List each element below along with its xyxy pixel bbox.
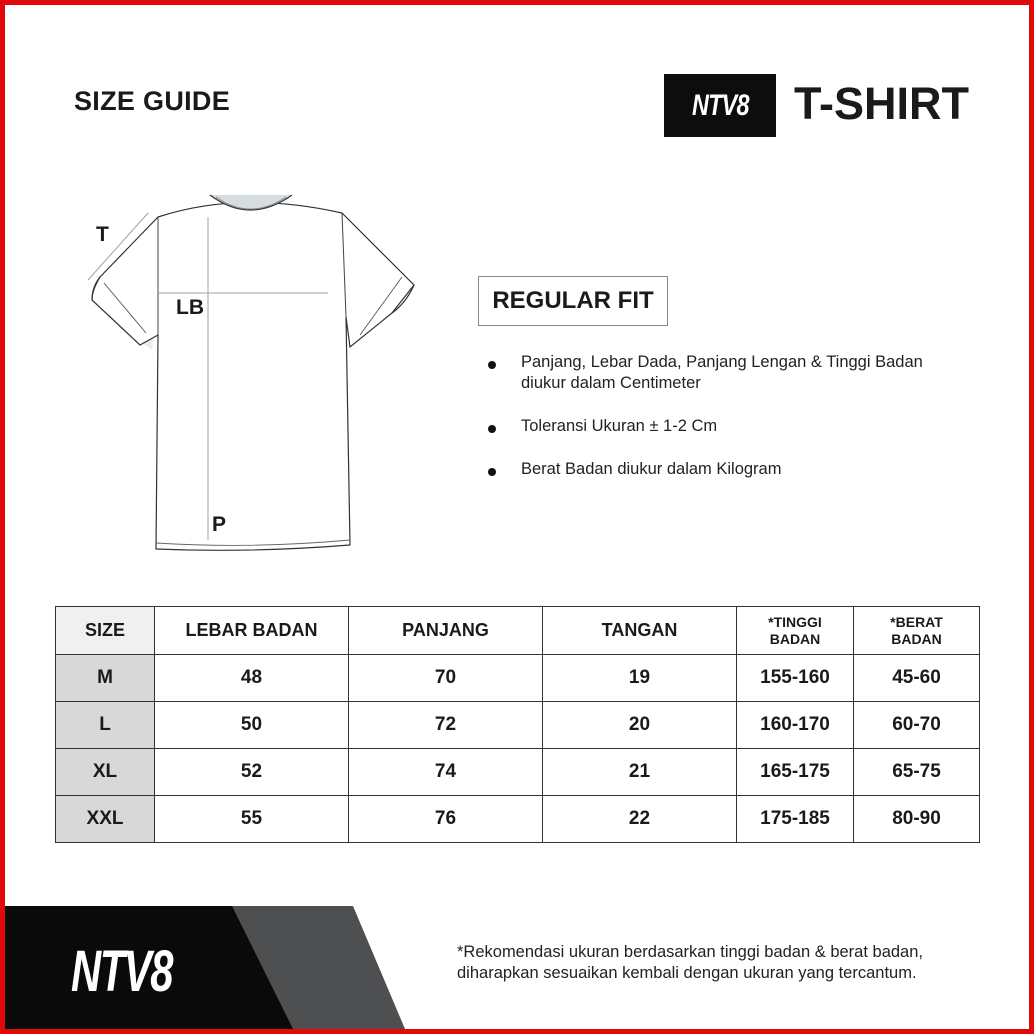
cell-berat: 60-70 — [854, 702, 980, 749]
header-panjang: PANJANG — [349, 607, 543, 655]
cell-tinggi: 160-170 — [737, 702, 854, 749]
cell-panjang: 76 — [349, 796, 543, 843]
tangan-label: T — [96, 223, 109, 246]
cell-panjang: 70 — [349, 655, 543, 702]
cell-berat: 65-75 — [854, 749, 980, 796]
cell-lebar: 55 — [155, 796, 349, 843]
lebar-badan-label: LB — [176, 296, 204, 319]
cell-tangan: 20 — [543, 702, 737, 749]
cell-tinggi: 165-175 — [737, 749, 854, 796]
cell-lebar: 50 — [155, 702, 349, 749]
bullet-icon — [488, 425, 496, 433]
header-size: SIZE — [56, 607, 155, 655]
note-text — [521, 352, 923, 394]
cell-size: M — [56, 655, 155, 702]
header-lebar-badan: LEBAR BADAN — [155, 607, 349, 655]
note-line: Panjang, Lebar Dada, Panjang Lengan & Tinggi Badan — [521, 353, 923, 371]
cell-berat: 45-60 — [854, 655, 980, 702]
note-item — [488, 459, 968, 480]
panjang-label: P — [212, 513, 227, 536]
header-line: *BERAT — [890, 613, 943, 630]
header-tinggi-badan — [737, 607, 854, 655]
footer-note-line: diharapkan sesuaikan kembali dengan ukuran yang tercantum. — [457, 964, 917, 982]
header-line: *TINGGI — [768, 613, 822, 630]
cell-tangan: 21 — [543, 749, 737, 796]
table-row — [56, 702, 980, 749]
note-line: diukur dalam Centimeter — [521, 374, 701, 392]
note-text: Berat Badan diukur dalam Kilogram — [521, 460, 782, 478]
table-row — [56, 749, 980, 796]
tshirt-diagram — [80, 185, 425, 560]
header-line: BADAN — [769, 630, 821, 647]
fit-type-label: REGULAR FIT — [478, 276, 668, 326]
footer-recommendation-note — [457, 942, 1017, 984]
header-line: BADAN — [891, 630, 942, 647]
cell-panjang: 74 — [349, 749, 543, 796]
footer-banner — [5, 906, 1029, 1029]
note-item — [488, 352, 968, 394]
bullet-icon — [488, 361, 496, 369]
header-tangan: TANGAN — [543, 607, 737, 655]
cell-tangan: 19 — [543, 655, 737, 702]
cell-tinggi: 155-160 — [737, 655, 854, 702]
cell-size: XXL — [56, 796, 155, 843]
cell-tangan: 22 — [543, 796, 737, 843]
footer-brand-logo: NTV8 — [71, 939, 172, 1004]
cell-berat: 80-90 — [854, 796, 980, 843]
header-berat-badan — [854, 607, 980, 655]
cell-panjang: 72 — [349, 702, 543, 749]
table-row — [56, 655, 980, 702]
page-title: SIZE GUIDE — [74, 86, 231, 116]
product-title: T-SHIRT — [794, 78, 969, 129]
cell-size: L — [56, 702, 155, 749]
cell-lebar: 48 — [155, 655, 349, 702]
bullet-icon — [488, 468, 496, 476]
cell-lebar: 52 — [155, 749, 349, 796]
footer-note-line: *Rekomendasi ukuran berdasarkan tinggi badan & berat badan, — [457, 943, 923, 961]
cell-tinggi: 175-185 — [737, 796, 854, 843]
note-text: Toleransi Ukuran ± 1-2 Cm — [521, 417, 718, 435]
cell-size: XL — [56, 749, 155, 796]
note-item — [488, 416, 968, 437]
tshirt-outline — [80, 185, 425, 560]
table-row — [56, 796, 980, 843]
brand-logo-text: NTV8 — [691, 88, 749, 122]
measurement-notes — [488, 352, 968, 502]
size-chart-table — [55, 606, 980, 843]
brand-logo-box — [664, 74, 776, 137]
table-header-row — [56, 607, 980, 655]
